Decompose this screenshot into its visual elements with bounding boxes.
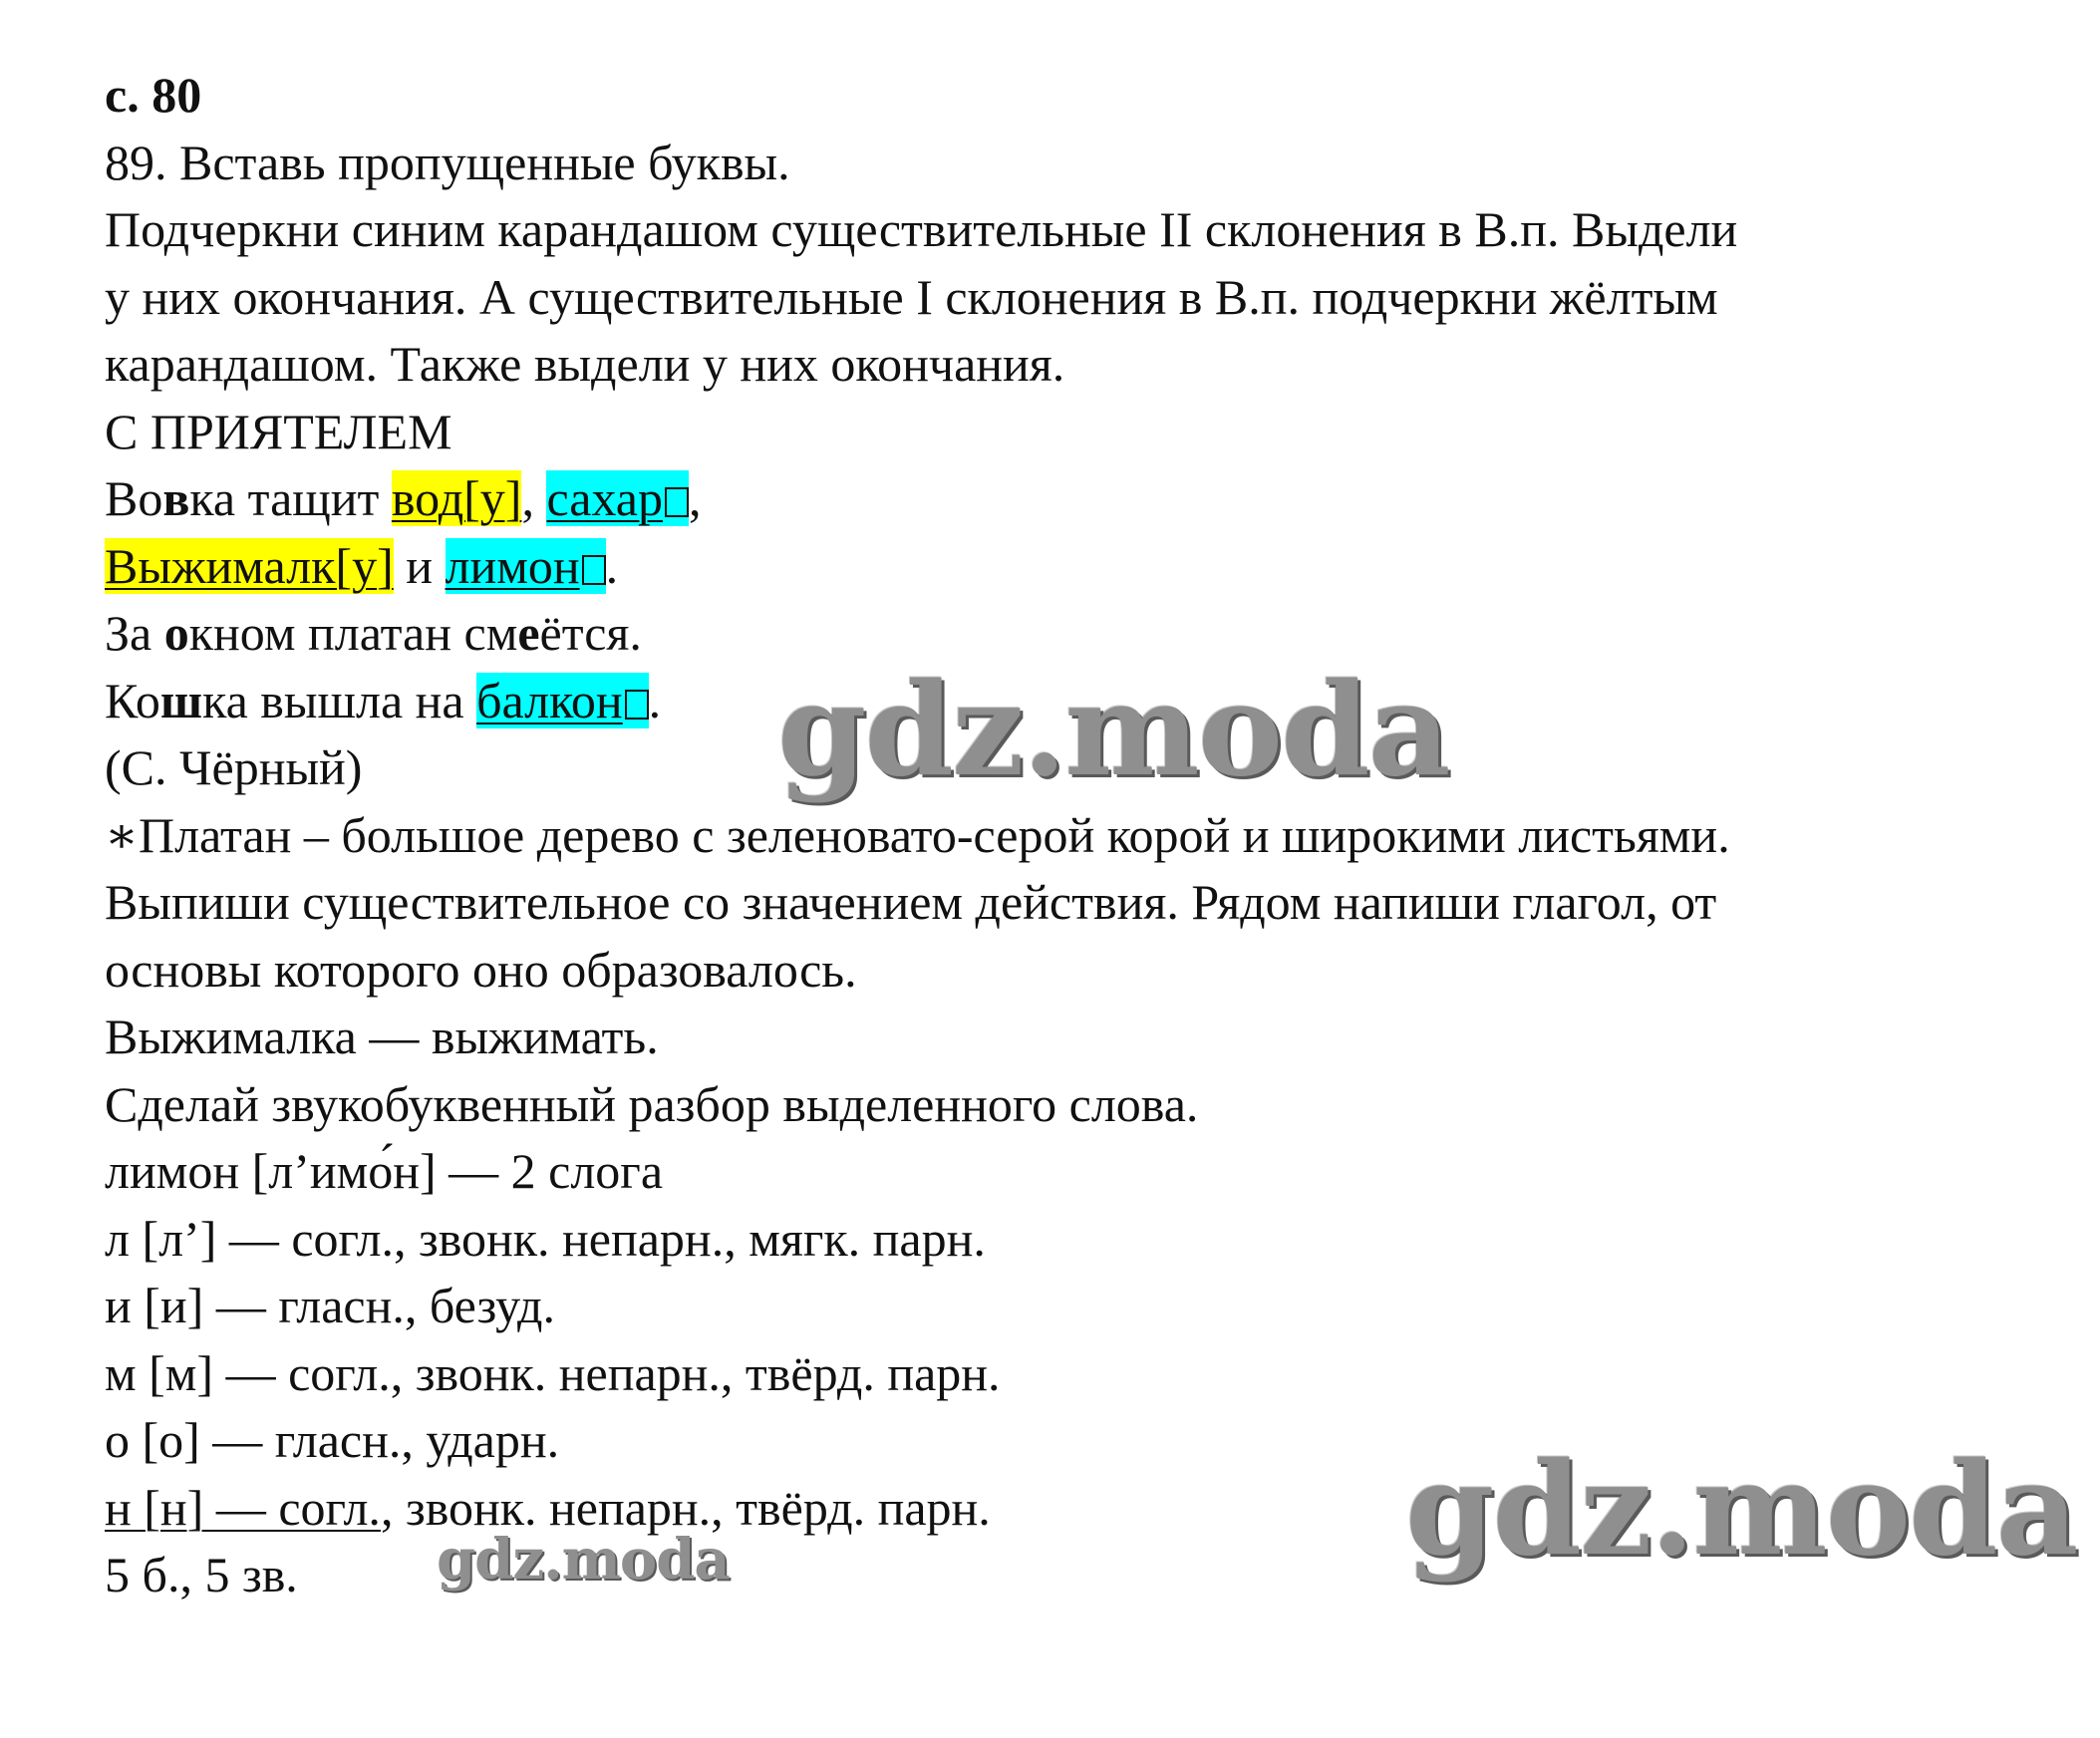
- punctuation: .: [648, 672, 662, 728]
- poem-title: С ПРИЯТЕЛЕМ: [105, 403, 452, 459]
- bold-letter: о: [163, 605, 189, 661]
- separator: ,: [521, 470, 547, 526]
- poem-author: (С. Чёрный): [105, 739, 363, 795]
- watermark-logo: gdz.moda: [437, 1527, 730, 1593]
- cyan-highlighted-word: [476, 673, 649, 728]
- footnote: ∗Платан – большое дерево с зеленовато-серой корой и широкими листьями.: [105, 806, 1730, 863]
- empty-ending-box: [665, 487, 689, 517]
- yellow-highlighted-word: вод[у]: [391, 470, 522, 526]
- text-fragment: ётся.: [539, 605, 642, 661]
- summary: 5 б., 5 зв.: [105, 1547, 298, 1602]
- worksheet-page: [105, 62, 2078, 1609]
- text-fragment: ка вышла на: [202, 672, 477, 728]
- instruction-line-1: Подчеркни синим карандашом существительные II склонения в В.п. Выдели: [105, 201, 1738, 257]
- empty-ending-box: [582, 555, 606, 585]
- task-title: 89. Вставь пропущенные буквы.: [105, 134, 790, 190]
- punctuation: .: [605, 537, 619, 594]
- poem-line-2: [105, 533, 2078, 601]
- page-number: с. 80: [105, 67, 202, 123]
- yellow-highlighted-word: Выжималк[у]: [105, 537, 394, 594]
- analysis-line: м [м] — согл., звонк. непарн., твёрд. парн.: [105, 1344, 1001, 1401]
- watermark-logo: gdz.moda: [1405, 1435, 2077, 1585]
- poem-line-1: [105, 465, 2078, 533]
- text-fragment: Во: [105, 470, 163, 526]
- bold-letter: в: [162, 470, 190, 526]
- punctuation: ,: [688, 470, 702, 526]
- instruction-line-2: у них окончания. А существительные I склонения в В.п. подчеркни жёлтым: [105, 268, 1718, 325]
- task3: Сделай звукобуквенный разбор выделенного слова.: [105, 1075, 1199, 1132]
- word-text: лимон: [445, 537, 580, 594]
- task2-line-2: основы которого оно образовалось.: [105, 941, 857, 998]
- analysis-line: л [л’] — согл., звонк. непарн., мягк. парн.: [105, 1210, 986, 1267]
- analysis-line: о [о] — гласн., ударн.: [105, 1412, 560, 1468]
- word-text: балкон: [476, 672, 623, 728]
- analysis-head: лимон [л’имо́н] — 2 слога: [105, 1143, 664, 1199]
- watermark-logo: gdz.moda: [777, 656, 1449, 805]
- cyan-highlighted-word: [546, 470, 689, 526]
- text-fragment: кном платан см: [188, 605, 518, 661]
- answer-2: Выжималка — выжимать.: [105, 1009, 659, 1064]
- bold-letter: ш: [159, 672, 203, 728]
- text-fragment: , звонк. непарн., твёрд. парн.: [380, 1479, 991, 1536]
- cyan-highlighted-word: [446, 538, 606, 594]
- underlined-fragment: н [н] — согл.: [105, 1479, 381, 1536]
- text-fragment: ка тащит: [189, 470, 392, 526]
- instruction-line-3: карандашом. Также выдели у них окончания.: [105, 336, 1065, 392]
- analysis-line: и [и] — гласн., безуд.: [105, 1278, 555, 1333]
- text-fragment: За: [105, 605, 164, 661]
- task2-line-1: Выпиши существительное со значением действия. Рядом напиши глагол, от: [105, 874, 1717, 930]
- word-text: сахар: [546, 470, 663, 526]
- bold-letter: е: [517, 605, 540, 661]
- text-fragment: Ко: [105, 672, 160, 728]
- empty-ending-box: [625, 690, 649, 720]
- text-fragment: и: [393, 537, 446, 594]
